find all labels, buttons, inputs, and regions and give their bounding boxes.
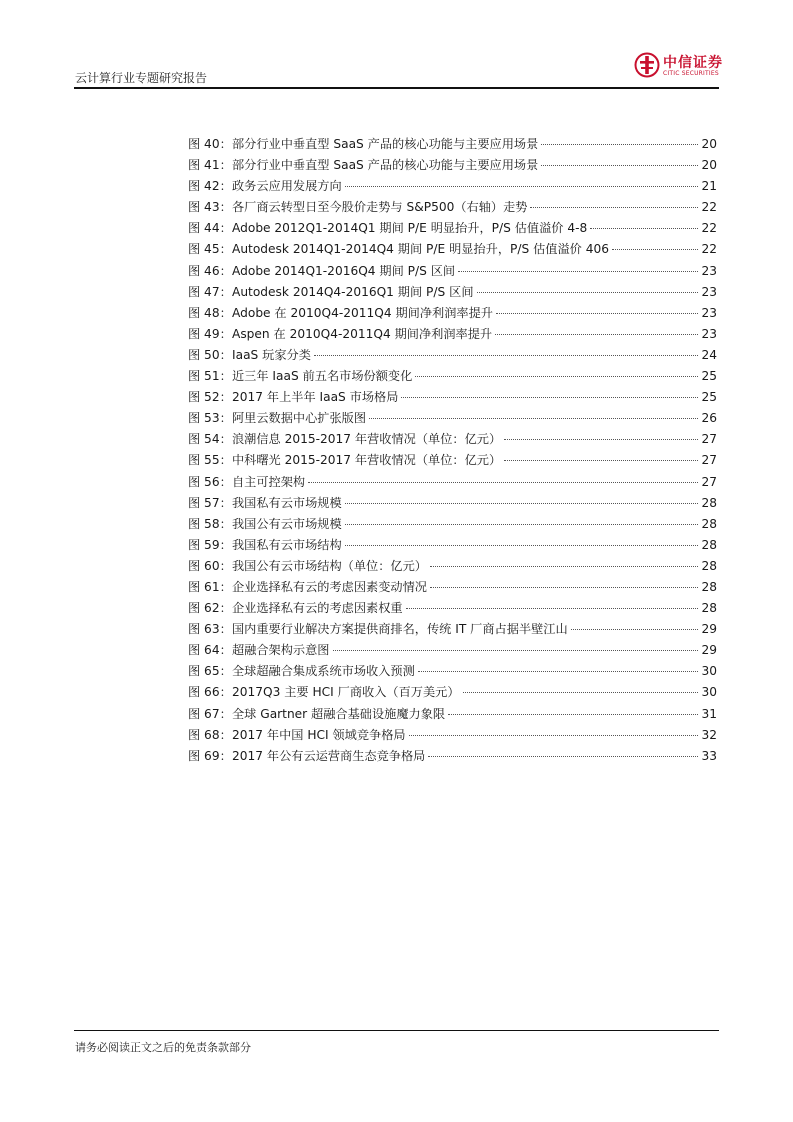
toc-entry-page: 29 [701, 622, 717, 637]
toc-dot-leader [530, 206, 698, 208]
toc-entry-label: 图 46： [188, 263, 232, 278]
toc-entry-page: 23 [701, 326, 717, 341]
toc-dot-leader [333, 649, 699, 651]
toc-entry[interactable] [188, 218, 717, 239]
report-title: 云计算行业专题研究报告 [75, 71, 208, 85]
toc-entry-label: 图 62： [188, 601, 232, 616]
toc-entry[interactable] [188, 176, 717, 197]
toc-dot-leader [496, 312, 698, 314]
toc-entry-title: 部分行业中垂直型 SaaS 产品的核心功能与主要应用场景 [232, 137, 539, 151]
toc-entry-page: 28 [701, 516, 717, 531]
toc-entry-label: 图 52： [188, 390, 232, 405]
toc-entry-title: 我国私有云市场规模 [232, 495, 342, 510]
toc-entry-page: 27 [701, 453, 717, 468]
toc-entry-page: 28 [701, 558, 717, 573]
toc-dot-leader [401, 396, 698, 398]
toc-dot-leader [504, 459, 698, 461]
toc-entry-title: 我国公有云市场规模 [232, 516, 342, 531]
toc-entry[interactable] [188, 324, 717, 345]
toc-entry-page: 22 [701, 242, 717, 257]
toc-dot-leader [590, 227, 698, 229]
toc-entry-title: Adobe 2012Q1-2014Q1 期间 P/E 明显抬升，P/S 估值溢价 4-8 [232, 221, 588, 236]
toc-entry[interactable] [188, 239, 717, 260]
toc-entry-title: 2017 年上半年 IaaS 市场格局 [232, 390, 399, 405]
toc-dot-leader [406, 607, 698, 609]
toc-entry-label: 图 69： [188, 748, 232, 763]
toc-entry-page: 23 [701, 263, 717, 278]
toc-dot-leader [430, 586, 698, 588]
toc-entry-title: 超融合架构示意图 [232, 643, 330, 658]
toc-dot-leader [345, 185, 698, 187]
toc-entry-label: 图 55： [188, 453, 232, 468]
toc-entry[interactable] [188, 577, 717, 598]
toc-entry-label: 图 60： [188, 558, 232, 573]
toc-entry[interactable] [188, 746, 717, 767]
toc-entry-label: 图 44： [188, 221, 232, 236]
toc-entry-page: 21 [701, 179, 717, 194]
toc-entry-page: 30 [701, 685, 717, 700]
toc-entry-title: 企业选择私有云的考虑因素权重 [232, 601, 403, 616]
toc-entry-title: 各厂商云转型日至今股价走势与 S&P500（右轴）走势 [232, 200, 528, 215]
toc-entry-page: 22 [701, 221, 717, 236]
toc-entry-label: 图 54： [188, 432, 232, 447]
toc-dot-leader [345, 502, 698, 504]
toc-entry-label: 图 59： [188, 537, 232, 552]
toc-entry-title: Adobe 2014Q1-2016Q4 期间 P/S 区间 [232, 263, 456, 278]
toc-dot-leader [477, 291, 698, 293]
toc-entry-label: 图 66： [188, 685, 232, 700]
toc-entry-page: 30 [701, 664, 717, 679]
toc-entry-title: 我国公有云市场结构（单位：亿元） [232, 558, 427, 573]
toc-dot-leader [409, 734, 698, 736]
header-divider [74, 87, 719, 89]
toc-entry-label: 图 57： [188, 495, 232, 510]
toc-entry-page: 32 [701, 727, 717, 742]
toc-entry[interactable] [188, 472, 717, 493]
toc-dot-leader [448, 713, 698, 715]
toc-dot-leader [541, 143, 698, 145]
toc-entry[interactable] [188, 640, 717, 661]
toc-entry[interactable] [188, 429, 717, 450]
toc-entry[interactable] [188, 598, 717, 619]
toc-entry-page: 33 [701, 748, 717, 763]
toc-entry[interactable] [188, 661, 717, 682]
toc-entry-label: 图 41： [188, 158, 232, 173]
toc-entry-page: 25 [701, 390, 717, 405]
toc-entry-title: 我国私有云市场结构 [232, 537, 342, 552]
toc-entry-title: 近三年 IaaS 前五名市场份额变化 [232, 369, 413, 384]
toc-entry[interactable] [188, 725, 717, 746]
toc-entry-page: 25 [701, 369, 717, 384]
toc-entry-title: Adobe 在 2010Q4-2011Q4 期间净利润率提升 [232, 305, 493, 320]
toc-entry-page: 20 [701, 158, 717, 173]
toc-dot-leader [308, 481, 698, 483]
toc-dot-leader [612, 248, 698, 250]
toc-entry-page: 28 [701, 601, 717, 616]
toc-entry-page: 27 [701, 432, 717, 447]
toc-entry-label: 图 68： [188, 727, 232, 742]
toc-entry-page: 22 [701, 200, 717, 215]
toc-dot-leader [495, 333, 698, 335]
toc-dot-leader [345, 544, 698, 546]
toc-entry-label: 图 48： [188, 305, 232, 320]
toc-entry[interactable] [188, 556, 717, 577]
toc-entry[interactable] [188, 366, 717, 387]
toc-entry-title: 2017Q3 主要 HCI 厂商收入（百万美元） [232, 685, 460, 700]
citic-logo-icon [634, 52, 660, 78]
toc-entry-title: 部分行业中垂直型 SaaS 产品的核心功能与主要应用场景 [232, 158, 539, 173]
toc-entry-label: 图 43： [188, 200, 232, 215]
toc-entry-label: 图 51： [188, 369, 232, 384]
toc-entry[interactable] [188, 493, 717, 514]
toc-entry-page: 29 [701, 643, 717, 658]
toc-entry-page: 28 [701, 495, 717, 510]
footer-divider [74, 1030, 719, 1031]
toc-entry-title: 2017 年公有云运营商生态竞争格局 [232, 748, 426, 763]
toc-entry-title: Autodesk 2014Q1-2014Q4 期间 P/E 明显抬升，P/S 估值溢价 406 [232, 242, 609, 257]
logo-name-cn: 中信证券 [663, 55, 723, 71]
toc-dot-leader [314, 354, 698, 356]
toc-entry[interactable] [188, 682, 717, 703]
toc-entry-title: 阿里云数据中心扩张版图 [232, 411, 367, 426]
toc-dot-leader [504, 438, 698, 440]
toc-entry[interactable] [188, 345, 717, 366]
toc-entry-page: 28 [701, 579, 717, 594]
toc-dot-leader [463, 691, 698, 693]
toc-entry[interactable] [188, 197, 717, 218]
toc-dot-leader [345, 523, 698, 525]
toc-entry-label: 图 65： [188, 664, 232, 679]
toc-entry-title: 企业选择私有云的考虑因素变动情况 [232, 579, 427, 594]
toc-entry[interactable] [188, 387, 717, 408]
footer-disclaimer: 请务必阅读正文之后的免责条款部分 [75, 1041, 251, 1054]
toc-entry-title: 政务云应用发展方向 [232, 179, 342, 194]
toc-dot-leader [418, 670, 698, 672]
toc-dot-leader [369, 417, 698, 419]
toc-dot-leader [571, 628, 698, 630]
toc-entry[interactable] [188, 619, 717, 640]
toc-entry-page: 20 [701, 137, 717, 151]
toc-entry-label: 图 45： [188, 242, 232, 257]
company-logo [634, 50, 723, 80]
toc-entry[interactable] [188, 155, 717, 176]
toc-entry[interactable] [188, 704, 717, 725]
toc-entry-title: 中科曙光 2015-2017 年营收情况（单位：亿元） [232, 453, 502, 468]
toc-entry-title: 浪潮信息 2015-2017 年营收情况（单位：亿元） [232, 432, 502, 447]
toc-entry-title: Autodesk 2014Q4-2016Q1 期间 P/S 区间 [232, 284, 474, 299]
toc-dot-leader [428, 755, 698, 757]
toc-entry-page: 26 [701, 411, 717, 426]
toc-entry-page: 27 [701, 474, 717, 489]
toc-entry[interactable] [188, 261, 717, 282]
toc-entry[interactable] [188, 282, 717, 303]
toc-entry-label: 图 61： [188, 579, 232, 594]
toc-entry-title: IaaS 玩家分类 [232, 347, 311, 362]
toc-entry-page: 23 [701, 284, 717, 299]
toc-entry[interactable] [188, 514, 717, 535]
toc-entry-label: 图 50： [188, 347, 232, 362]
toc-dot-leader [458, 270, 698, 272]
toc-dot-leader [415, 375, 698, 377]
toc-entry-title: 自主可控架构 [232, 474, 306, 489]
toc-entry-label: 图 63： [188, 622, 232, 637]
toc-entry-label: 图 40： [188, 137, 232, 151]
logo-name-en: CITIC SECURITIES [663, 70, 719, 77]
toc-entry[interactable] [188, 450, 717, 471]
toc-entry[interactable] [188, 408, 717, 429]
toc-dot-leader [430, 565, 698, 567]
toc-entry-title: 2017 年中国 HCI 领域竞争格局 [232, 727, 406, 742]
toc-entry-title: Aspen 在 2010Q4-2011Q4 期间净利润率提升 [232, 326, 493, 341]
toc-entry[interactable] [188, 134, 717, 155]
toc-entry-label: 图 58： [188, 516, 232, 531]
toc-entry-label: 图 64： [188, 643, 232, 658]
toc-entry-label: 图 56： [188, 474, 232, 489]
toc-entry-label: 图 49： [188, 326, 232, 341]
toc-entry[interactable] [188, 535, 717, 556]
toc-dot-leader [541, 164, 698, 166]
toc-entry-page: 23 [701, 305, 717, 320]
toc-entry[interactable] [188, 303, 717, 324]
toc-entry-page: 31 [701, 706, 717, 721]
figure-index-list [188, 134, 717, 767]
toc-entry-label: 图 42： [188, 179, 232, 194]
toc-entry-title: 全球 Gartner 超融合基础设施魔力象限 [232, 706, 446, 721]
toc-entry-label: 图 53： [188, 411, 232, 426]
toc-entry-title: 全球超融合集成系统市场收入预测 [232, 664, 415, 679]
toc-entry-page: 28 [701, 537, 717, 552]
toc-entry-label: 图 47： [188, 284, 232, 299]
toc-entry-page: 24 [701, 347, 717, 362]
toc-entry-label: 图 67： [188, 706, 232, 721]
toc-entry-title: 国内重要行业解决方案提供商排名，传统 IT 厂商占据半壁江山 [232, 622, 568, 637]
